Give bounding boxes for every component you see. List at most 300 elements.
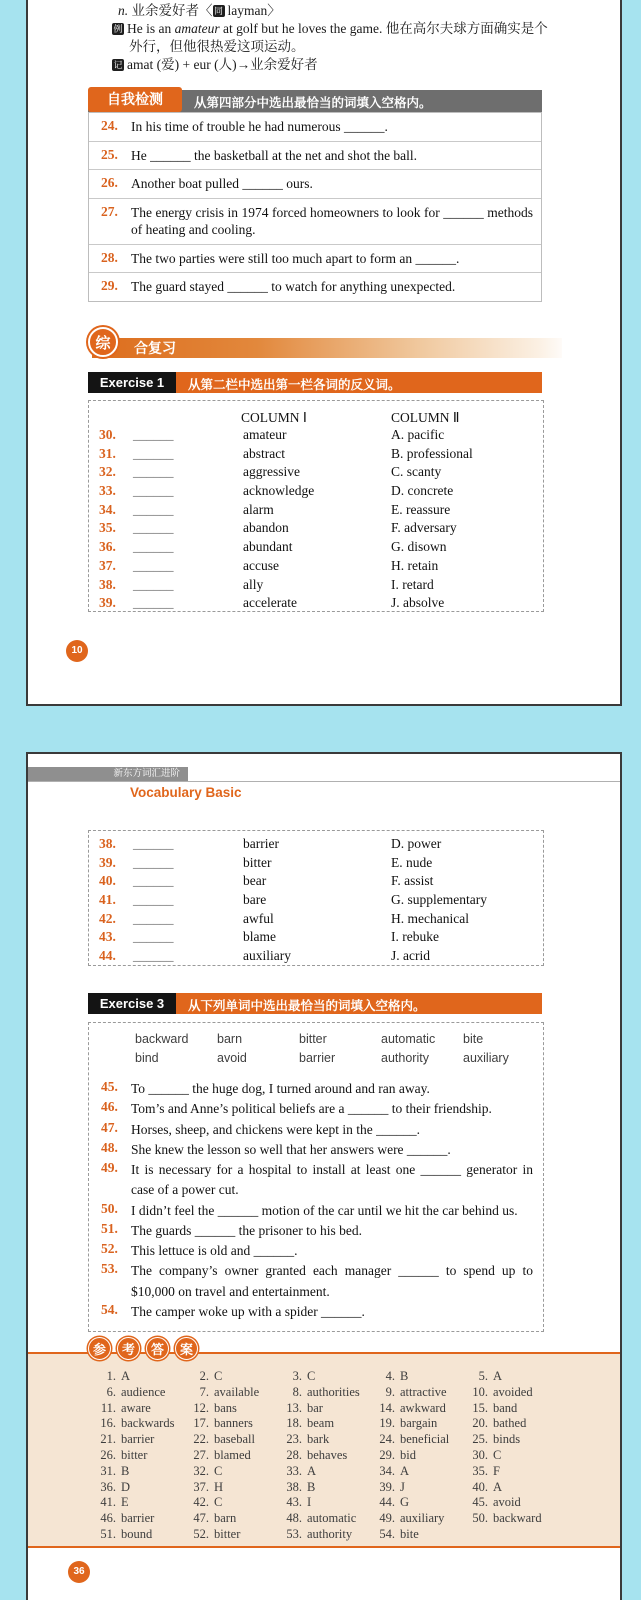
column2-option: C. scanty <box>391 464 442 480</box>
answer-value: auxiliary <box>400 1511 445 1526</box>
answer-number: 33. <box>286 1463 302 1478</box>
answer-blank: ______ <box>133 464 174 480</box>
exercise3-label: Exercise 3 <box>88 993 176 1014</box>
answer-value: barrier <box>121 1432 155 1447</box>
column1-header: COLUMN Ⅰ <box>241 410 307 425</box>
answer-number: 5. <box>478 1369 488 1383</box>
question-number: 45. <box>101 1079 118 1094</box>
column1-word: accuse <box>243 557 279 573</box>
answer-cell <box>92 1527 185 1543</box>
question-text: He ______ the basketball at the net and shot the ball. <box>131 147 418 163</box>
answer-blank: ______ <box>133 873 174 889</box>
row-number: 31. <box>99 445 116 461</box>
answer-number: 41. <box>100 1495 116 1510</box>
answer-cell <box>464 1464 557 1480</box>
answer-cell <box>278 1369 371 1385</box>
answer-cell <box>278 1401 371 1417</box>
answer-value: C <box>214 1495 223 1510</box>
answer-number: 25. <box>472 1432 488 1447</box>
matching-row <box>89 577 543 596</box>
self-test-questions <box>88 112 542 302</box>
matching-row <box>89 427 543 446</box>
example-headword: amateur <box>174 20 220 36</box>
answer-value: B <box>121 1463 130 1478</box>
answer-number: 49. <box>379 1511 395 1526</box>
row-number: 34. <box>99 501 116 517</box>
word-bank-item: bite <box>463 1032 484 1046</box>
answer-value: avoided <box>493 1384 533 1399</box>
answer-blank: ______ <box>133 427 174 442</box>
column2-option: I. rebuke <box>391 929 439 945</box>
answer-number: 21. <box>100 1432 116 1447</box>
answer-number: 36. <box>100 1479 116 1494</box>
word-bank <box>89 1023 543 1065</box>
answer-value: bark <box>307 1432 330 1447</box>
question-number: 51. <box>101 1220 118 1236</box>
answer-cell <box>92 1385 185 1401</box>
answer-value: awkward <box>400 1400 446 1415</box>
answer-number: 18. <box>286 1416 302 1431</box>
question-text: To ______ the huge dog, I turned around and ran away. <box>131 1081 430 1096</box>
column1-word: bear <box>243 873 267 889</box>
answer-number: 43. <box>286 1495 302 1510</box>
answer-number: 27. <box>193 1447 209 1462</box>
word-bank-item: avoid <box>217 1051 247 1065</box>
answer-value: I <box>307 1495 312 1510</box>
column2-option: D. concrete <box>391 483 454 499</box>
synonym-icon: 同 <box>213 6 223 16</box>
question-number: 49. <box>101 1160 118 1175</box>
column2-option: H. retain <box>391 557 439 573</box>
answer-number: 48. <box>286 1511 302 1526</box>
answer-number: 4. <box>385 1369 395 1383</box>
question-text: The two parties were still too much apart to form an ______. <box>131 250 460 266</box>
answer-number: 42. <box>193 1495 209 1510</box>
question-number: 47. <box>101 1119 118 1135</box>
answer-cell <box>464 1385 557 1401</box>
question-number: 26. <box>101 175 118 191</box>
answer-cell <box>278 1511 371 1527</box>
answer-number: 10. <box>472 1384 488 1399</box>
question-number: 27. <box>101 203 118 219</box>
answer-number: 38. <box>286 1479 302 1494</box>
answer-cell <box>278 1464 371 1480</box>
answer-value: bid <box>400 1447 416 1462</box>
example-text-2: at golf but he loves the game. <box>219 20 386 36</box>
answer-number: 37. <box>193 1479 209 1494</box>
answer-number: 7. <box>199 1384 209 1399</box>
question-text: She knew the lesson so well that her answers were ______. <box>131 1141 451 1157</box>
answer-number: 50. <box>472 1511 488 1526</box>
column2-option: E. nude <box>391 854 433 870</box>
answer-number: 9. <box>385 1384 395 1399</box>
answer-cell <box>185 1416 278 1432</box>
question-number: 53. <box>101 1261 118 1277</box>
answer-blank: ______ <box>133 595 174 611</box>
answer-number: 26. <box>100 1447 116 1462</box>
answer-cell <box>371 1416 464 1432</box>
answer-value: bitter <box>214 1526 241 1541</box>
answer-value: bargain <box>400 1416 438 1431</box>
word-bank-item: backward <box>135 1032 189 1046</box>
answer-number: 45. <box>472 1495 488 1510</box>
answer-value: bound <box>121 1526 153 1541</box>
answer-cell <box>185 1448 278 1464</box>
answer-value: C <box>214 1369 223 1383</box>
answer-cell <box>371 1495 464 1511</box>
answer-number: 53. <box>286 1526 302 1541</box>
answer-cell <box>371 1527 464 1543</box>
question-number: 25. <box>101 146 118 162</box>
answer-cell <box>278 1432 371 1448</box>
answer-number: 3. <box>292 1369 302 1383</box>
row-number: 39. <box>99 595 116 611</box>
answer-value: barrier <box>121 1511 155 1526</box>
question-text: The camper woke up with a spider ______. <box>131 1303 365 1319</box>
answer-number: 23. <box>286 1432 302 1447</box>
answer-number: 31. <box>100 1463 116 1478</box>
question-text: The energy crisis in 1974 forced homeowners to look for ______ methods of heating and cooling. <box>131 204 533 238</box>
answer-cell <box>185 1495 278 1511</box>
row-number: 40. <box>99 873 116 889</box>
matching-row <box>89 446 543 465</box>
answer-blank: ______ <box>133 910 174 926</box>
matching-row <box>89 483 543 502</box>
question-row <box>89 245 541 274</box>
column2-header: COLUMN Ⅱ <box>391 410 460 425</box>
column1-word: acknowledge <box>243 483 315 499</box>
answer-cell <box>371 1401 464 1417</box>
answer-value: beam <box>307 1416 335 1431</box>
answer-cell <box>92 1369 185 1385</box>
answer-cell <box>464 1401 557 1417</box>
answer-cell <box>185 1511 278 1527</box>
self-test-header <box>88 87 542 112</box>
question-text: The company’s owner granted each manager ______ to spend up to $10,000 on travel and entertainment. <box>131 1263 533 1299</box>
column2-option: D. power <box>391 836 442 851</box>
answer-number: 44. <box>379 1495 395 1510</box>
answer-cell <box>92 1464 185 1480</box>
answer-cell <box>464 1511 557 1527</box>
answers-grid <box>28 1354 620 1543</box>
answer-cell <box>185 1464 278 1480</box>
answer-value: G <box>400 1495 410 1510</box>
answer-cell <box>464 1480 557 1496</box>
answer-value: authorities <box>307 1384 360 1399</box>
exercise3-header <box>88 993 542 1014</box>
answer-cell <box>185 1401 278 1417</box>
exercise1-label: Exercise 1 <box>88 372 176 393</box>
answer-value: A <box>400 1463 410 1478</box>
answer-number: 17. <box>193 1416 209 1431</box>
answer-value: A <box>493 1479 503 1494</box>
answer-value: A <box>493 1369 503 1383</box>
answer-number: 40. <box>472 1479 488 1494</box>
column1-word: aggressive <box>243 464 300 480</box>
question-row <box>89 142 541 171</box>
row-number: 30. <box>99 427 116 442</box>
exercise1-column-headers <box>89 401 543 427</box>
word-bank-item: automatic <box>381 1032 436 1046</box>
column1-word: amateur <box>243 427 287 442</box>
answer-blank: ______ <box>133 539 174 555</box>
answer-cell <box>464 1495 557 1511</box>
matching-row <box>89 836 543 855</box>
answers-band <box>28 1352 620 1548</box>
answers-heading <box>88 1337 200 1361</box>
column2-option: H. mechanical <box>391 910 469 926</box>
self-test-title: 自我检测 <box>88 87 182 112</box>
word-bank-item: bind <box>135 1051 159 1065</box>
answer-number: 46. <box>100 1511 116 1526</box>
column1-word: abstract <box>243 445 285 461</box>
review-banner-label: 合复习 <box>92 338 562 358</box>
question-text: The guard stayed ______ to watch for anything unexpected. <box>131 279 456 295</box>
matching-row <box>89 948 543 967</box>
column2-option: J. absolve <box>391 595 445 611</box>
answer-number: 8. <box>292 1384 302 1399</box>
answer-blank: ______ <box>133 557 174 573</box>
answer-cell <box>92 1511 185 1527</box>
answer-value: H <box>214 1479 224 1494</box>
entry-definition: 业余爱好者〈 <box>131 3 213 18</box>
question-text: This lettuce is old and ______. <box>131 1243 298 1258</box>
question-row <box>89 1241 533 1261</box>
answer-value: backwards <box>121 1416 175 1431</box>
column2-option: F. adversary <box>391 520 457 536</box>
answer-value: bite <box>400 1526 419 1541</box>
answer-blank: ______ <box>133 576 174 592</box>
question-row <box>89 1099 533 1119</box>
answer-cell <box>464 1432 557 1448</box>
answer-value: available <box>214 1384 260 1399</box>
column1-word: accelerate <box>243 595 297 611</box>
answer-value: binds <box>493 1432 521 1447</box>
matching-row <box>89 539 543 558</box>
answers-heading-badge: 考 <box>117 1337 140 1360</box>
answer-cell <box>278 1385 371 1401</box>
answer-number: 20. <box>472 1416 488 1431</box>
answer-number: 29. <box>379 1447 395 1462</box>
row-number: 35. <box>99 520 116 536</box>
brand-tab: 新东方词汇进阶 <box>28 767 188 781</box>
matching-row <box>89 855 543 874</box>
question-row <box>89 1140 533 1160</box>
row-number: 36. <box>99 539 116 555</box>
question-row <box>89 273 541 301</box>
column2-option: F. assist <box>391 873 434 889</box>
column2-option: I. retard <box>391 576 434 592</box>
answer-value: automatic <box>307 1511 357 1526</box>
exercise2-rows <box>89 836 543 973</box>
answer-cell <box>371 1369 464 1385</box>
page-number-10: 10 <box>66 640 88 662</box>
answer-number: 1. <box>106 1369 116 1383</box>
answer-cell <box>185 1369 278 1385</box>
header-rule <box>28 781 620 782</box>
column1-word: ally <box>243 576 264 592</box>
exercise1-box <box>88 400 544 612</box>
exercise3-questions <box>89 1065 543 1322</box>
word-bank-item: bitter <box>299 1032 327 1046</box>
answer-number: 24. <box>379 1432 395 1447</box>
answer-value: beneficial <box>400 1432 450 1447</box>
example-translation: 他在高尔夫球方面确实是个外行，但他很热爱这项运动。 <box>129 20 548 54</box>
page-number-36: 36 <box>68 1561 90 1583</box>
answer-blank: ______ <box>133 892 174 908</box>
question-row <box>89 1160 533 1201</box>
column1-word: abundant <box>243 539 293 555</box>
exercise3-instruction: 从下列单词中选出最恰当的词填入空格内。 <box>188 999 426 1013</box>
answer-cell <box>278 1527 371 1543</box>
answer-cell <box>464 1448 557 1464</box>
answer-cell <box>464 1369 557 1385</box>
question-row <box>89 1120 533 1140</box>
answer-cell <box>92 1416 185 1432</box>
question-number: 52. <box>101 1241 118 1256</box>
entry-definition-line <box>112 2 548 20</box>
row-number: 44. <box>99 948 116 964</box>
row-number: 39. <box>99 854 116 870</box>
section-title: Vocabulary Basic <box>130 785 242 800</box>
answer-value: baseball <box>214 1432 255 1447</box>
answer-value: bitter <box>121 1447 148 1462</box>
answer-number: 39. <box>379 1479 395 1494</box>
column2-option: B. professional <box>391 445 473 461</box>
answer-cell <box>371 1480 464 1496</box>
answer-number: 35. <box>472 1463 488 1478</box>
exercise3-box <box>88 1022 544 1332</box>
book-page-10 <box>26 0 622 706</box>
column1-word: barrier <box>243 836 279 851</box>
matching-row <box>89 520 543 539</box>
column1-word: abandon <box>243 520 289 536</box>
question-number: 48. <box>101 1139 118 1155</box>
answer-blank: ______ <box>133 520 174 536</box>
question-row <box>89 1221 533 1241</box>
answer-number: 51. <box>100 1526 116 1541</box>
question-text: It is necessary for a hospital to install at least one ______ generator in case of a power cut. <box>131 1162 533 1198</box>
column2-option: J. acrid <box>391 948 430 964</box>
entry-memory-line <box>112 56 548 74</box>
column2-option: G. disown <box>391 539 447 555</box>
question-number: 28. <box>101 249 118 265</box>
synonym-word: layman〉 <box>227 3 281 18</box>
answer-cell <box>371 1511 464 1527</box>
entry-example-line <box>112 20 548 56</box>
exercise1-header <box>88 372 542 393</box>
column2-option: A. pacific <box>391 427 445 442</box>
matching-row <box>89 464 543 483</box>
review-section-banner <box>88 327 562 361</box>
column2-option: E. reassure <box>391 501 451 517</box>
question-text: Another boat pulled ______ ours. <box>131 176 313 192</box>
answer-value: aware <box>121 1400 151 1415</box>
question-text: In his time of trouble he had numerous ______. <box>131 119 388 134</box>
question-row <box>89 1201 533 1221</box>
question-text: I didn’t feel the ______ motion of the car until we hit the car behind us. <box>131 1202 518 1218</box>
column1-word: awful <box>243 910 274 926</box>
answer-number: 12. <box>193 1400 209 1415</box>
answer-number: 47. <box>193 1511 209 1526</box>
answer-value: A <box>121 1369 131 1383</box>
column1-word: bitter <box>243 854 272 870</box>
column1-word: auxiliary <box>243 948 291 964</box>
answer-value: blamed <box>214 1447 251 1462</box>
answer-cell <box>92 1448 185 1464</box>
question-row <box>89 170 541 199</box>
answer-value: bar <box>307 1400 323 1415</box>
question-text: Tom’s and Anne’s political beliefs are a ______ to their friendship. <box>131 1101 492 1117</box>
answer-value: C <box>214 1463 223 1478</box>
answer-value: D <box>121 1479 131 1494</box>
answer-blank: ______ <box>133 929 174 945</box>
answer-number: 54. <box>379 1526 395 1541</box>
answer-value: audience <box>121 1384 166 1399</box>
answers-heading-badge: 参 <box>88 1337 111 1360</box>
answer-cell <box>185 1480 278 1496</box>
matching-row <box>89 929 543 948</box>
answer-cell <box>278 1480 371 1496</box>
answer-value: barn <box>214 1511 237 1526</box>
part-of-speech: n. <box>118 3 129 18</box>
row-number: 37. <box>99 557 116 573</box>
answer-blank: ______ <box>133 445 174 461</box>
answer-value: attractive <box>400 1384 447 1399</box>
answer-value: banners <box>214 1416 253 1431</box>
question-number: 24. <box>101 118 118 133</box>
answer-cell <box>185 1385 278 1401</box>
column2-option: G. supplementary <box>391 892 487 908</box>
matching-row <box>89 595 543 614</box>
answer-cell <box>185 1432 278 1448</box>
answer-value: E <box>121 1495 129 1510</box>
answer-value: C <box>493 1447 502 1462</box>
column1-word: bare <box>243 892 267 908</box>
dictionary-entry <box>112 2 548 74</box>
answer-number: 13. <box>286 1400 302 1415</box>
example-icon: 例 <box>113 23 123 34</box>
column1-word: alarm <box>243 501 274 517</box>
row-number: 43. <box>99 929 116 945</box>
answer-blank: ______ <box>133 501 174 517</box>
answer-cell <box>371 1432 464 1448</box>
example-text: He is an <box>127 20 175 36</box>
question-row <box>89 1302 533 1322</box>
answer-value: band <box>493 1400 518 1415</box>
question-text: The guards ______ the prisoner to his bed. <box>131 1222 362 1238</box>
answer-value: C <box>307 1369 316 1383</box>
answer-number: 19. <box>379 1416 395 1431</box>
answer-cell <box>92 1480 185 1496</box>
answer-number: 14. <box>379 1400 395 1415</box>
self-test-instruction: 从第四部分中选出最恰当的词填入空格内。 <box>194 96 432 110</box>
answer-blank: ______ <box>133 836 174 851</box>
answer-cell <box>371 1464 464 1480</box>
answer-value: B <box>307 1479 316 1494</box>
mnemonic-icon: 记 <box>113 59 123 70</box>
book-page-36 <box>26 752 622 1600</box>
answer-value: bathed <box>493 1416 527 1431</box>
question-text: Horses, sheep, and chickens were kept in the ______. <box>131 1121 421 1137</box>
question-row <box>89 113 541 142</box>
matching-row <box>89 873 543 892</box>
column1-word: blame <box>243 929 276 945</box>
answer-number: 6. <box>106 1384 116 1399</box>
answer-value: authority <box>307 1526 353 1541</box>
answer-blank: ______ <box>133 483 174 499</box>
answer-cell <box>464 1416 557 1432</box>
